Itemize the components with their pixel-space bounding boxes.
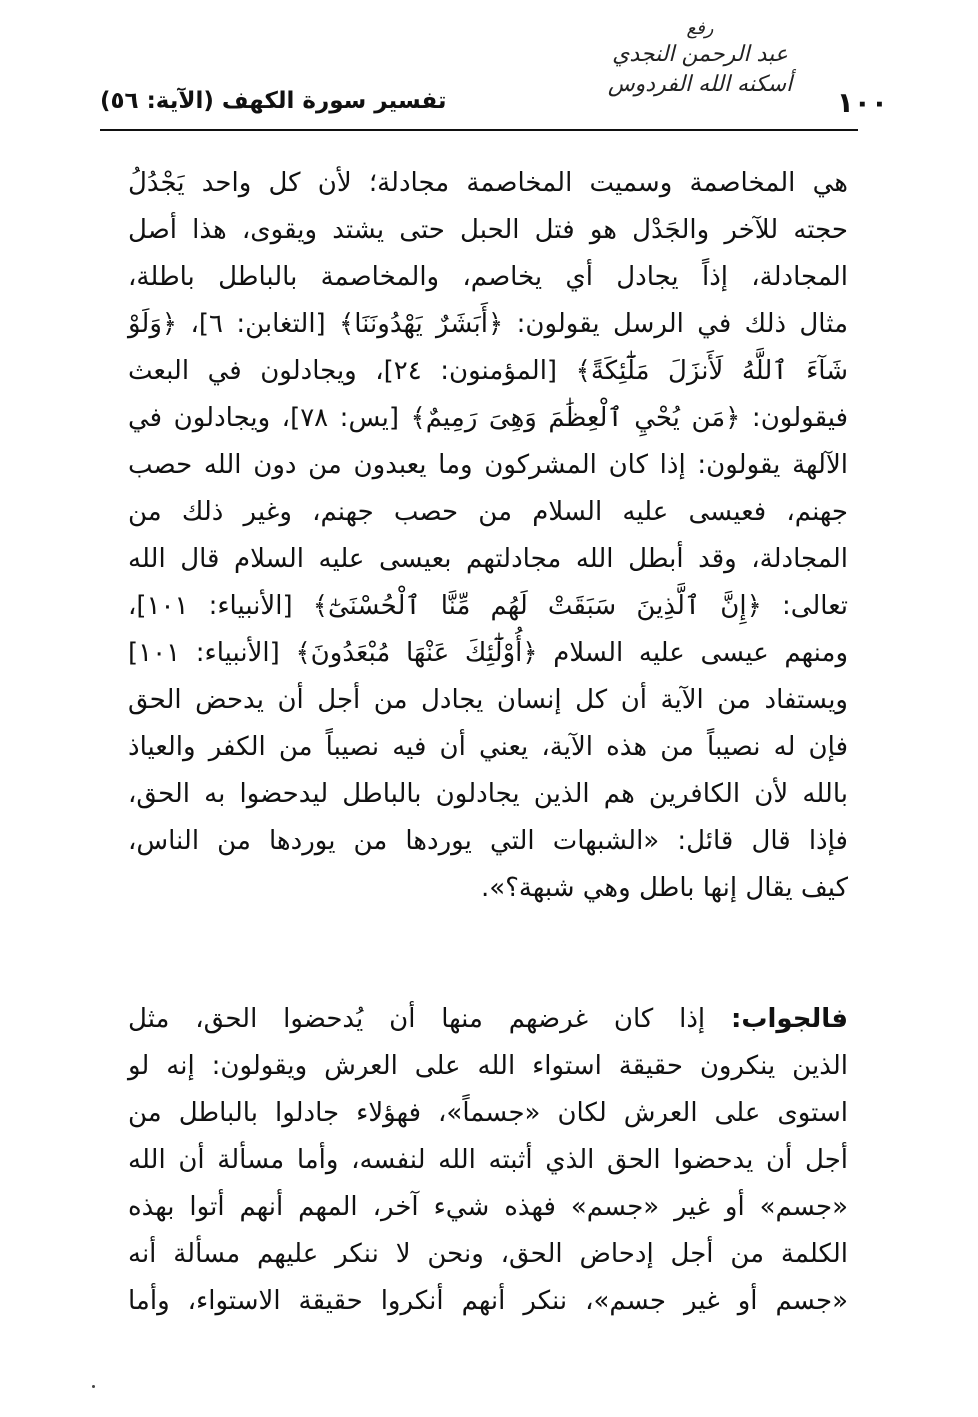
answer-lead: فالجواب: [730, 1004, 848, 1034]
scan-speck [92, 1385, 95, 1388]
header-divider [100, 129, 858, 131]
text-line: جهنم، فعيسى عليه السلام من حصب جهنم، وغير ذلك من [128, 497, 848, 527]
text-line: هي المخاصمة وسميت المخاصمة مجادلة؛ لأن كل واحد يَجْدُلُ [128, 168, 848, 198]
text-line: فإن له نصيباً من هذه الآية، يعني أن فيه نصيباً من الكفر والعياذ [128, 732, 848, 762]
text-line: المجادلة، وقد أبطل الله مجادلتهم بعيسى عليه السلام قال الله [128, 544, 848, 574]
text-line: ومنهم عيسى عليه السلام ﴿أُوْلَٰٓئِكَ عَنْهَا مُبْعَدُونَ﴾ [الأنبياء: ١٠١] [128, 638, 848, 668]
text-line: الذين ينكرون حقيقة استواء الله على العرش ويقولون: إنه لو [128, 1051, 848, 1081]
running-header [100, 86, 888, 128]
stamp-line-2: عبد الرحمن النجدي [612, 42, 788, 67]
answer-first-line: إذا كان غرضهم منها أن يُدحضوا الحق، مثل [128, 1004, 731, 1034]
paragraph-2 [128, 996, 848, 1325]
text-line: مثال ذلك في الرسل يقولون: ﴿أَبَشَرٌ يَهْدُونَنَا﴾ [التغابن: ٦]، ﴿وَلَوْ [128, 309, 848, 339]
text-line: المجادلة، إذاً يجادل أي يخاصم، والمخاصمة بالباطل باطلة، [128, 262, 848, 292]
text-line: الآلهة يقولون: إذا كان المشركون وما يعبدون من دون الله حصب [128, 450, 848, 480]
text-line: استوى على العرش لكان «جسماً»، فهؤلاء جادلوا بالباطل من [128, 1098, 848, 1128]
paragraph-1 [128, 160, 848, 912]
text-line: فيقولون: ﴿مَن يُحْيِ ٱلْعِظَٰمَ وَهِىَ رَمِيمٌ﴾ [يس: ٧٨]، ويجادلون في [128, 403, 848, 433]
text-line: الكلمة من أجل إدحاض الحق، ونحن لا ننكر عليهم مسألة أنه [128, 1239, 848, 1269]
text-line: «جسم أو غير جسم»، ننكر أنهم أنكروا حقيقة الاستواء، وأما [128, 1286, 848, 1316]
header-title: تفسير سورة الكهف (الآية: ٥٦) [100, 88, 447, 114]
page-number: ١٠٠ [836, 86, 888, 119]
text-line: تعالى: ﴿إِنَّ ٱلَّذِينَ سَبَقَتْ لَهُم مِّنَّا ٱلْحُسْنَىٰٓ﴾ [الأنبياء: ١٠١]، [128, 591, 848, 621]
stamp-line-1: رفع [686, 18, 714, 39]
text-line [128, 996, 848, 1043]
text-line: أجل أن يدحضوا الحق الذي أثبته الله لنفسه، وأما مسألة أن الله [128, 1145, 848, 1175]
text-line: بالله لأن الكافرين هم الذين يجادلون بالباطل ليدحضوا به الحق، [128, 779, 848, 809]
stamp-line-3: أسكنه الله الفردوس [607, 72, 793, 97]
text-line: فإذا قال قائل: «الشبهات التي يوردها من يوردها من الناس، [128, 826, 848, 856]
text-line: شَآءَ ٱللَّهُ لَأَنزَلَ مَلَٰٓئِكَةً﴾ [المؤمنون: ٢٤]، ويجادلون في البعث [128, 356, 849, 386]
text-line: ويستفاد من الآية أن كل إنسان يجادل من أجل أن يدحض الحق [128, 685, 848, 715]
text-line: «جسم» أو غير «جسم» فهذه شيء آخر، المهم أنهم أتوا بهذه [128, 1192, 848, 1222]
text-line: كيف يقال إنها باطل وهي شبهة؟». [480, 873, 848, 903]
text-line: حجته للآخر والجَدْل هو فتل الحبل حتى يشتد ويقوى، هذا أصل [128, 215, 848, 245]
